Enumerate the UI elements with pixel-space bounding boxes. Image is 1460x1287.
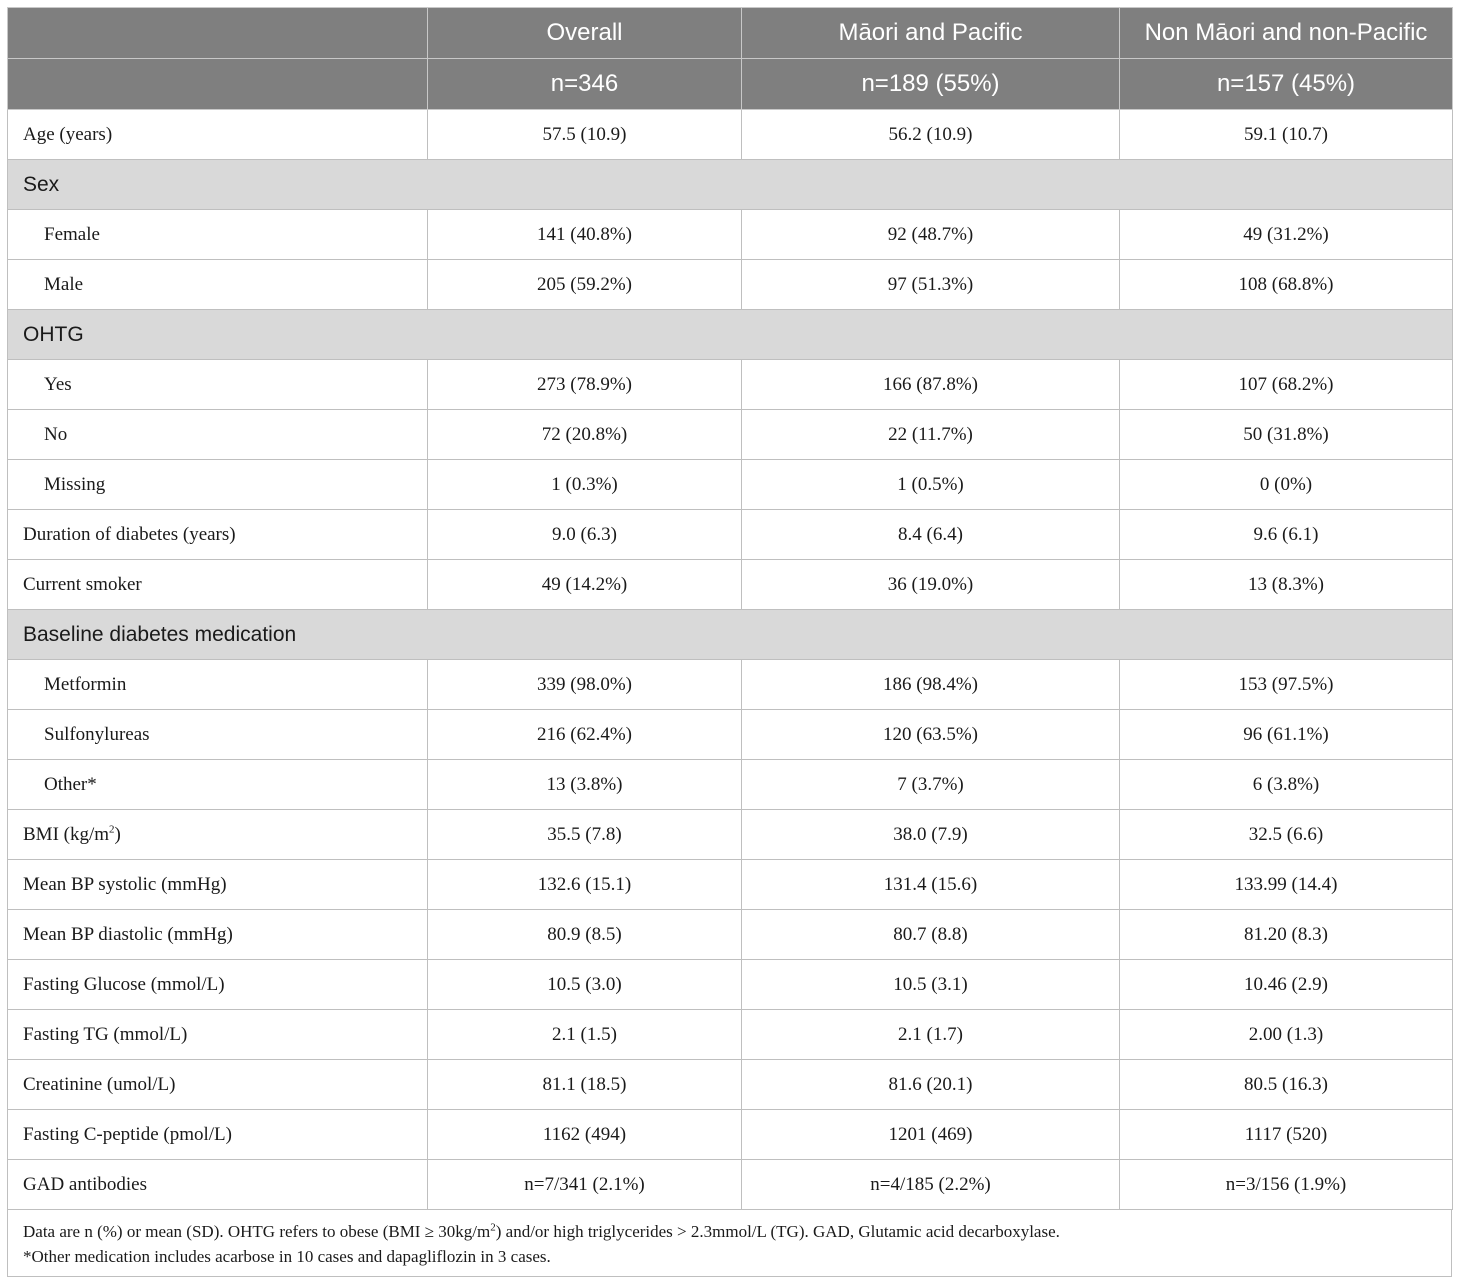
section-label: Sex xyxy=(8,160,1453,210)
header-non-maori-pacific: Non Māori and non-Pacific xyxy=(1120,8,1453,59)
cell-maori-pacific: 10.5 (3.1) xyxy=(742,960,1120,1010)
cell-overall: 35.5 (7.8) xyxy=(428,810,742,860)
row-label: Current smoker xyxy=(8,560,428,610)
table-body xyxy=(8,110,1453,1210)
cell-overall: 273 (78.9%) xyxy=(428,360,742,410)
cell-maori-pacific: 80.7 (8.8) xyxy=(742,910,1120,960)
header-blank-2 xyxy=(8,59,428,110)
cell-maori-pacific: 2.1 (1.7) xyxy=(742,1010,1120,1060)
table-row xyxy=(8,110,1453,160)
table-row xyxy=(8,860,1453,910)
baseline-characteristics-table xyxy=(7,7,1452,1277)
row-label: Mean BP systolic (mmHg) xyxy=(8,860,428,910)
cell-overall: 9.0 (6.3) xyxy=(428,510,742,560)
table-row xyxy=(8,810,1453,860)
cell-non-maori-pacific: 32.5 (6.6) xyxy=(1120,810,1453,860)
bmi-label-superscript: 2 xyxy=(109,823,115,836)
cell-maori-pacific: 131.4 (15.6) xyxy=(742,860,1120,910)
cell-overall: 1162 (494) xyxy=(428,1110,742,1160)
footnote-line-2: *Other medication includes acarbose in 10 cases and dapagliflozin in 3 cases. xyxy=(23,1247,551,1266)
cell-non-maori-pacific: 81.20 (8.3) xyxy=(1120,910,1453,960)
header-non-maori-pacific-n: n=157 (45%) xyxy=(1120,59,1453,110)
row-label: Yes xyxy=(8,360,428,410)
footnote-text: Data are n (%) or mean (SD). OHTG refers to obese (BMI ≥ 30kg/m xyxy=(23,1222,491,1241)
data-table xyxy=(7,7,1453,1210)
cell-overall: 132.6 (15.1) xyxy=(428,860,742,910)
section-row xyxy=(8,610,1453,660)
row-label: Fasting C-peptide (pmol/L) xyxy=(8,1110,428,1160)
cell-maori-pacific: 186 (98.4%) xyxy=(742,660,1120,710)
cell-overall: 80.9 (8.5) xyxy=(428,910,742,960)
cell-overall: 216 (62.4%) xyxy=(428,710,742,760)
cell-non-maori-pacific: 96 (61.1%) xyxy=(1120,710,1453,760)
cell-non-maori-pacific: 2.00 (1.3) xyxy=(1120,1010,1453,1060)
cell-maori-pacific: 7 (3.7%) xyxy=(742,760,1120,810)
cell-overall: n=7/341 (2.1%) xyxy=(428,1160,742,1210)
table-row xyxy=(8,1160,1453,1210)
row-label: No xyxy=(8,410,428,460)
cell-non-maori-pacific: 6 (3.8%) xyxy=(1120,760,1453,810)
cell-maori-pacific: 8.4 (6.4) xyxy=(742,510,1120,560)
cell-non-maori-pacific: 1117 (520) xyxy=(1120,1110,1453,1160)
cell-maori-pacific: 92 (48.7%) xyxy=(742,210,1120,260)
cell-non-maori-pacific: 10.46 (2.9) xyxy=(1120,960,1453,1010)
cell-overall: 49 (14.2%) xyxy=(428,560,742,610)
bmi-label-close: ) xyxy=(114,823,121,845)
table-row xyxy=(8,360,1453,410)
row-label: Duration of diabetes (years) xyxy=(8,510,428,560)
cell-maori-pacific: n=4/185 (2.2%) xyxy=(742,1160,1120,1210)
table-row xyxy=(8,460,1453,510)
row-label: Other* xyxy=(8,760,428,810)
table-row xyxy=(8,910,1453,960)
cell-non-maori-pacific: 80.5 (16.3) xyxy=(1120,1060,1453,1110)
table-row xyxy=(8,1010,1453,1060)
row-label: Metformin xyxy=(8,660,428,710)
header-overall-n: n=346 xyxy=(428,59,742,110)
cell-non-maori-pacific: 9.6 (6.1) xyxy=(1120,510,1453,560)
table-row xyxy=(8,210,1453,260)
section-label: Baseline diabetes medication xyxy=(8,610,1453,660)
cell-overall: 57.5 (10.9) xyxy=(428,110,742,160)
cell-overall: 13 (3.8%) xyxy=(428,760,742,810)
section-label: OHTG xyxy=(8,310,1453,360)
cell-non-maori-pacific: 0 (0%) xyxy=(1120,460,1453,510)
cell-maori-pacific: 56.2 (10.9) xyxy=(742,110,1120,160)
footnote-line-1 xyxy=(23,1219,1436,1244)
table-row xyxy=(8,510,1453,560)
cell-non-maori-pacific: n=3/156 (1.9%) xyxy=(1120,1160,1453,1210)
table-row xyxy=(8,760,1453,810)
cell-overall: 81.1 (18.5) xyxy=(428,1060,742,1110)
header-overall: Overall xyxy=(428,8,742,59)
cell-maori-pacific: 1201 (469) xyxy=(742,1110,1120,1160)
table-row xyxy=(8,960,1453,1010)
row-label: Male xyxy=(8,260,428,310)
section-row xyxy=(8,310,1453,360)
row-label: GAD antibodies xyxy=(8,1160,428,1210)
row-label: Missing xyxy=(8,460,428,510)
table-footnote xyxy=(7,1210,1452,1277)
cell-non-maori-pacific: 13 (8.3%) xyxy=(1120,560,1453,610)
cell-maori-pacific: 36 (19.0%) xyxy=(742,560,1120,610)
row-label: Fasting TG (mmol/L) xyxy=(8,1010,428,1060)
table-row xyxy=(8,710,1453,760)
cell-non-maori-pacific: 153 (97.5%) xyxy=(1120,660,1453,710)
cell-overall: 339 (98.0%) xyxy=(428,660,742,710)
cell-non-maori-pacific: 49 (31.2%) xyxy=(1120,210,1453,260)
table-header xyxy=(8,8,1453,110)
cell-overall: 205 (59.2%) xyxy=(428,260,742,310)
row-label: Sulfonylureas xyxy=(8,710,428,760)
row-label: Female xyxy=(8,210,428,260)
cell-maori-pacific: 166 (87.8%) xyxy=(742,360,1120,410)
cell-maori-pacific: 81.6 (20.1) xyxy=(742,1060,1120,1110)
header-row-groups xyxy=(8,8,1453,59)
row-label: Fasting Glucose (mmol/L) xyxy=(8,960,428,1010)
header-maori-pacific-n: n=189 (55%) xyxy=(742,59,1120,110)
header-row-counts xyxy=(8,59,1453,110)
table-row xyxy=(8,260,1453,310)
cell-maori-pacific: 22 (11.7%) xyxy=(742,410,1120,460)
table-row xyxy=(8,410,1453,460)
cell-non-maori-pacific: 107 (68.2%) xyxy=(1120,360,1453,410)
cell-non-maori-pacific: 108 (68.8%) xyxy=(1120,260,1453,310)
footnote-text-rest: ) and/or high triglycerides > 2.3mmol/L (TG). GAD, Glutamic acid decarboxylase. xyxy=(495,1222,1060,1241)
cell-non-maori-pacific: 50 (31.8%) xyxy=(1120,410,1453,460)
table-row xyxy=(8,1110,1453,1160)
cell-overall: 2.1 (1.5) xyxy=(428,1010,742,1060)
row-label: Mean BP diastolic (mmHg) xyxy=(8,910,428,960)
cell-maori-pacific: 38.0 (7.9) xyxy=(742,810,1120,860)
cell-overall: 141 (40.8%) xyxy=(428,210,742,260)
table-row xyxy=(8,660,1453,710)
cell-non-maori-pacific: 59.1 (10.7) xyxy=(1120,110,1453,160)
footnote-superscript: 2 xyxy=(490,1221,496,1234)
header-maori-pacific: Māori and Pacific xyxy=(742,8,1120,59)
table-row xyxy=(8,560,1453,610)
header-blank xyxy=(8,8,428,59)
cell-overall: 72 (20.8%) xyxy=(428,410,742,460)
cell-non-maori-pacific: 133.99 (14.4) xyxy=(1120,860,1453,910)
row-label: Creatinine (umol/L) xyxy=(8,1060,428,1110)
table-row xyxy=(8,1060,1453,1110)
row-label xyxy=(8,810,428,860)
cell-overall: 1 (0.3%) xyxy=(428,460,742,510)
row-label: Age (years) xyxy=(8,110,428,160)
cell-maori-pacific: 97 (51.3%) xyxy=(742,260,1120,310)
cell-overall: 10.5 (3.0) xyxy=(428,960,742,1010)
bmi-label-text: BMI (kg/m xyxy=(23,823,110,845)
cell-maori-pacific: 1 (0.5%) xyxy=(742,460,1120,510)
cell-maori-pacific: 120 (63.5%) xyxy=(742,710,1120,760)
section-row xyxy=(8,160,1453,210)
